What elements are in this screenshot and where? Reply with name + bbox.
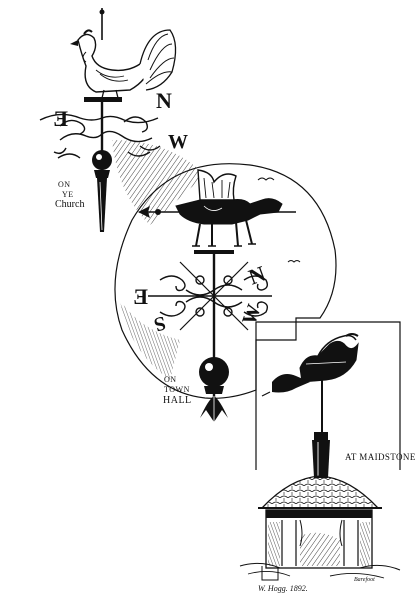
artist-signature: W. Hogg. 1892. bbox=[258, 584, 308, 593]
town-hall-caption-line1: ON bbox=[164, 375, 177, 384]
maidstone-weathervane bbox=[240, 322, 400, 580]
bird-icon bbox=[258, 178, 274, 180]
town-hall-caption-line3: HALL bbox=[163, 395, 192, 406]
town-hall-caption-line2: TOWN bbox=[164, 385, 190, 394]
vane-two-south-letter: S bbox=[151, 311, 169, 336]
vane-two-north-letter: N bbox=[245, 260, 269, 290]
vane-one-east-letter: E bbox=[53, 106, 68, 131]
engraver-mark: Barefoot bbox=[354, 577, 375, 583]
vane-two-east-letter: E bbox=[133, 284, 148, 309]
vane-one-west-letter: W bbox=[168, 131, 188, 153]
ship-figure bbox=[262, 334, 358, 396]
bird-icon bbox=[288, 261, 300, 263]
vane-one-north-letter: N bbox=[156, 88, 172, 113]
church-caption-line3: Church bbox=[55, 199, 85, 210]
maidstone-caption: AT MAIDSTONE bbox=[345, 452, 416, 462]
church-caption-line1: ON bbox=[58, 180, 71, 189]
vane-two-west-letter: W bbox=[238, 301, 266, 328]
church-caption-line2: YE bbox=[62, 190, 74, 199]
cupola-roof bbox=[262, 476, 378, 508]
